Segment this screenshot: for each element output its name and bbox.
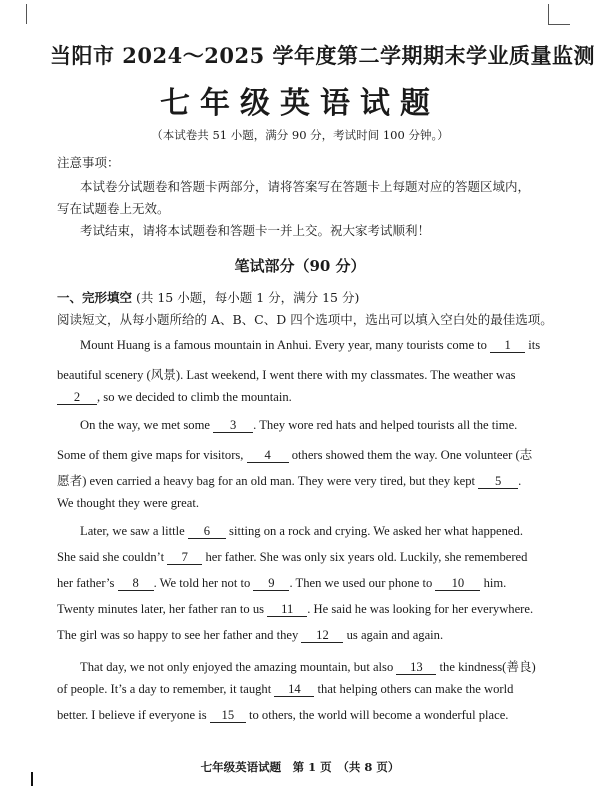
- passage-line: The girl was so happy to see her father and they 12 us again and again.: [57, 628, 444, 642]
- blank-12: 12: [301, 629, 343, 643]
- section-title: 笔试部分（90 分）: [234, 257, 366, 275]
- blank-11: 11: [267, 603, 307, 617]
- notice-label: 注意事项：: [57, 155, 120, 170]
- blank-10: 10: [435, 577, 480, 591]
- part-instruction: 阅读短文，从每小题所给的 A、B、C、D 四个选项中，选出可以填入空白处的最佳选项。: [57, 312, 553, 327]
- passage-line: We thought they were great.: [57, 496, 200, 510]
- blank-14: 14: [274, 683, 314, 697]
- page-footer: 七年级英语试题 第 1 页 （共 8 页）: [200, 760, 400, 774]
- passage-line: She said she couldn’t 7 her father. She was only six years old. Luckily, she remembered: [57, 550, 528, 564]
- blank-4: 4: [247, 449, 289, 463]
- passage-line: of people. It’s a day to remember, it taught 14 that helping others can make the world: [57, 682, 514, 696]
- passage-line: Twenty minutes later, her father ran to us 11 . He said he was looking for her everywhere.: [57, 602, 534, 616]
- part-heading: [57, 288, 359, 306]
- notice-item2: 考试结束，请将本试题卷和答题卡一并上交。祝大家考试顺利！: [80, 223, 431, 238]
- blank-2: 2: [57, 391, 97, 405]
- blank-13: 13: [396, 661, 436, 675]
- passage-line: beautiful scenery (风景). Last weekend, I went there with my classmates. The weather was: [57, 368, 516, 382]
- blank-8: 8: [118, 577, 154, 591]
- exam-title-main: 七年级英语试题: [160, 86, 440, 121]
- part-label: 一、完形填空: [57, 290, 133, 305]
- text-cursor: [31, 772, 33, 786]
- notice-item1-line2: 写在试题卷上无效。: [57, 201, 170, 216]
- passage-line: 愿者) even carried a heavy bag for an old man. They were very tired, but they kept 5 .: [57, 474, 522, 488]
- passage-line: Some of them give maps for visitors, 4 others showed them the way. One volunteer (志: [57, 448, 533, 462]
- passage-line: That day, we not only enjoyed the amazing mountain, but also 13 the kindness(善良): [80, 660, 536, 674]
- passage-line: On the way, we met some 3 . They wore red hats and helped tourists all the time.: [80, 418, 518, 432]
- part-info: (共 15 小题，每小题 1 分，满分 15 分): [132, 290, 360, 305]
- exam-title-line1: 当阳市 2024～2025 学年度第二学期期末学业质量监测: [50, 43, 596, 68]
- crop-mark-top-left-vertical: [26, 4, 27, 24]
- blank-5: 5: [478, 475, 518, 489]
- notice-item1-line1: 本试卷分试题卷和答题卡两部分，请将答案写在答题卡上每题对应的答题区域内，: [80, 179, 531, 194]
- blank-7: 7: [167, 551, 202, 565]
- blank-3: 3: [213, 419, 253, 433]
- passage-line: 2 , so we decided to climb the mountain.: [57, 390, 292, 405]
- blank-6: 6: [188, 525, 226, 539]
- blank-15: 15: [210, 709, 246, 723]
- passage-line: her father’s 8 . We told her not to 9 . Then we used our phone to 10 him.: [57, 576, 507, 590]
- passage-line: Later, we saw a little 6 sitting on a rock and crying. We asked her what happened.: [80, 524, 523, 538]
- exam-note: （本试卷共 51 小题，满分 90 分，考试时间 100 分钟。）: [151, 128, 449, 142]
- crop-mark-top-right-horizontal: [548, 24, 570, 25]
- blank-9: 9: [253, 577, 289, 591]
- blank-1: 1: [490, 339, 525, 353]
- passage-line: Mount Huang is a famous mountain in Anhui. Every year, many tourists come to 1 its: [80, 338, 541, 352]
- crop-mark-top-right-vertical: [548, 4, 549, 24]
- passage-line: better. I believe if everyone is 15 to others, the world will become a wonderful place.: [57, 708, 509, 722]
